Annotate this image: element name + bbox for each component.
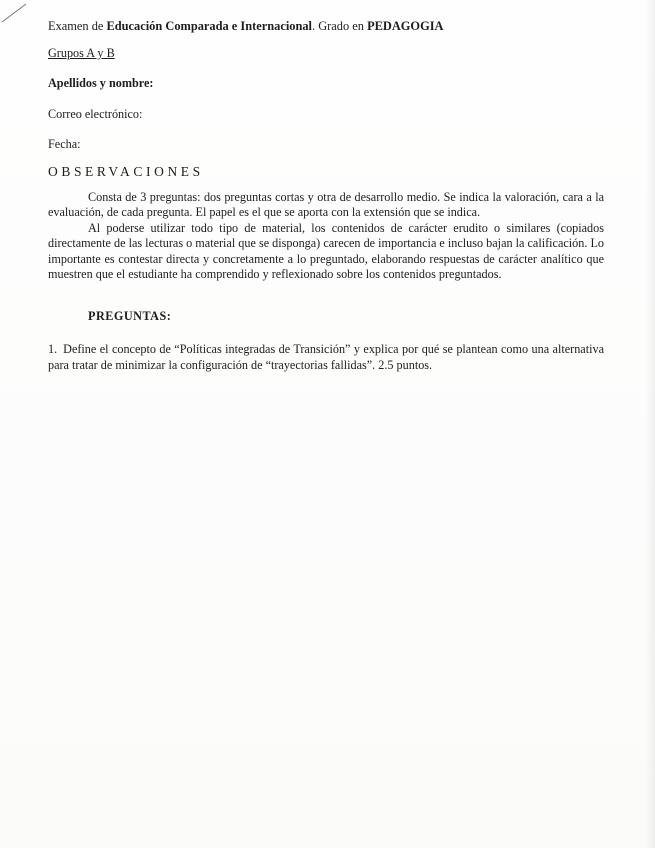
title-degree: PEDAGOGIA	[367, 19, 444, 33]
observations-heading: OBSERVACIONES	[48, 164, 204, 179]
questions-heading: PREGUNTAS:	[88, 309, 172, 323]
page-edge-shadow	[645, 0, 655, 848]
question-item	[48, 341, 604, 373]
title-prefix: Examen de	[48, 19, 107, 33]
exam-title	[48, 19, 443, 34]
groups-label: Grupos A y B	[48, 46, 115, 60]
name-field-label: Apellidos y nombre:	[48, 76, 154, 90]
date-field-label: Fecha:	[48, 137, 81, 151]
question-number: 1.	[48, 342, 58, 356]
title-middle: . Grado en	[312, 19, 368, 33]
email-field-label: Correo electrónico:	[48, 107, 143, 121]
observations-paragraph-1: Consta de 3 preguntas: dos preguntas cortas y otra de desarrollo medio. Se indica la valoración, cara a la evaluación, de cada pregunta. El papel es el que se aporta con la extensión que se indica.	[48, 190, 604, 220]
pen-stroke-mark	[0, 0, 40, 30]
observations-paragraph-2: Al poderse utilizar todo tipo de material, los contenidos de carácter erudito o similares (copiados directamente de las lecturas o material que se disponga) carecen de importancia e incluso bajan la calificación. Lo importante es contestar directa y concretamente a lo preguntado, elaborando respuestas de carácter analítico que muestren que el estudiante ha comprendido y reflexionado sobre los contenidos preguntados.	[48, 221, 604, 282]
question-text: Define el concepto de “Políticas integradas de Transición” y explica por qué se plantean como una alternativa para tratar de minimizar la configuración de “trayectorias fallidas”. 2.5 puntos.	[48, 342, 604, 372]
title-subject: Educación Comparada e Internacional	[106, 19, 312, 33]
